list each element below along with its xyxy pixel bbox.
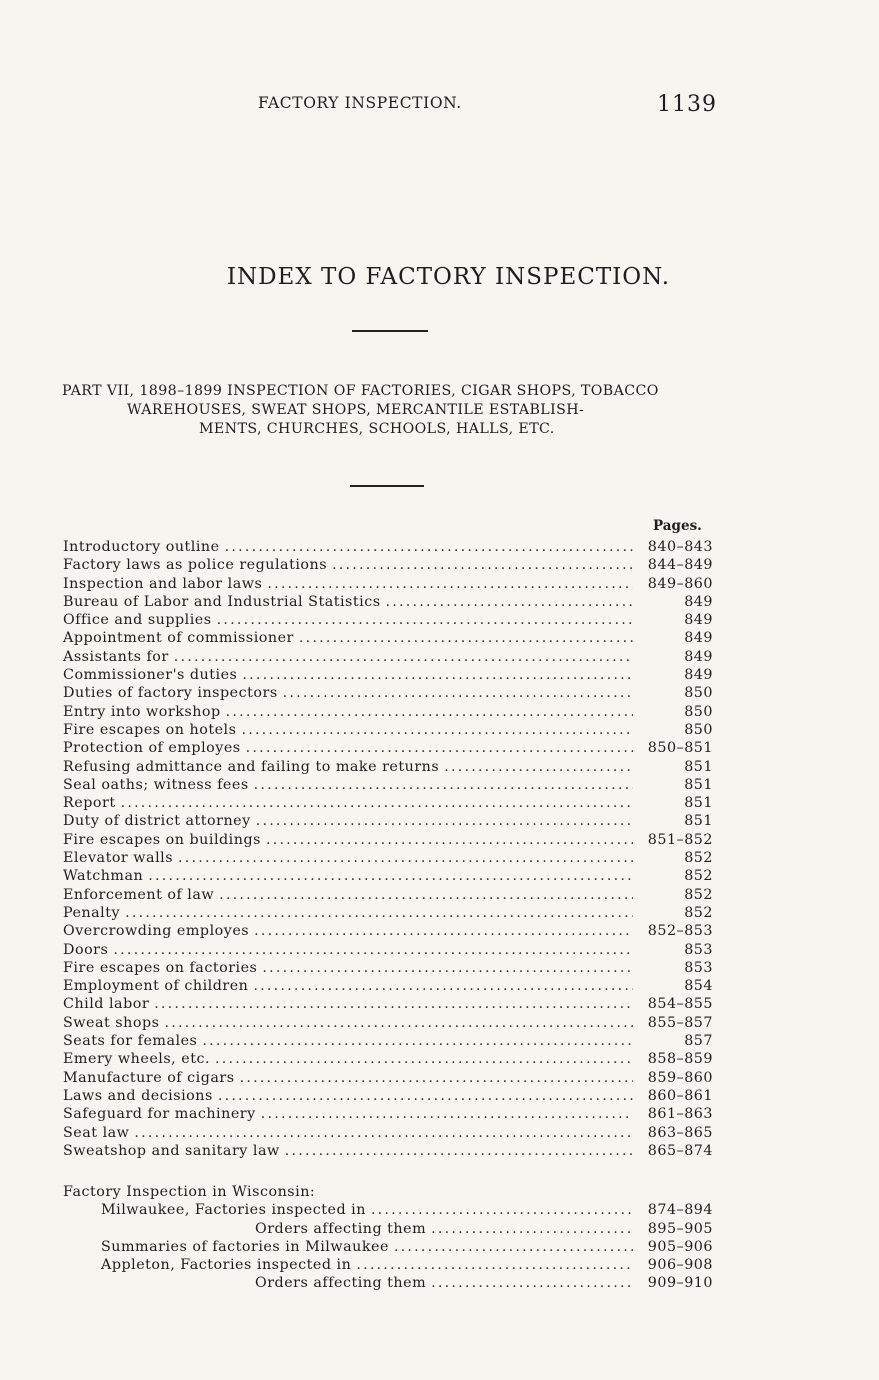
dot-leader: [218, 1087, 633, 1105]
entry-pages: 849: [684, 667, 713, 684]
entry-title: Milwaukee, Factories inspected in: [101, 1202, 366, 1219]
entry-title: Duties of factory inspectors: [63, 685, 278, 702]
entry-title: Appointment of commissioner: [63, 630, 294, 647]
divider-rule: [352, 330, 428, 332]
entry-title: Seal oaths; witness fees: [63, 776, 249, 793]
dot-leader: [125, 904, 633, 922]
index-entries: [63, 538, 713, 1160]
entry-pages: 849–860: [647, 575, 713, 592]
index-entry: [63, 721, 713, 739]
dot-leader: [241, 721, 633, 739]
dot-leader: [174, 648, 633, 666]
entry-title: Penalty: [63, 904, 121, 921]
entry-pages: 854–855: [647, 996, 713, 1013]
index-entry: [63, 684, 713, 702]
entry-title: Seats for females: [63, 1033, 198, 1050]
entry-pages: 851–852: [647, 831, 713, 848]
running-head-title: FACTORY INSPECTION.: [258, 94, 462, 112]
dot-leader: [444, 758, 633, 776]
entry-pages: 859–860: [647, 1069, 713, 1086]
entry-title: Entry into workshop: [63, 703, 221, 720]
index-entry: [63, 941, 713, 959]
index-entry: [63, 758, 713, 776]
index-entry: [63, 776, 713, 794]
dot-leader: [113, 941, 633, 959]
entry-pages: 854: [684, 978, 713, 995]
entry-pages: 863–865: [647, 1124, 713, 1141]
entry-title: Summaries of factories in Milwaukee: [101, 1238, 389, 1255]
wisconsin-section: [63, 1183, 713, 1293]
index-entry: [63, 831, 713, 849]
entry-title: Commissioner's duties: [63, 667, 238, 684]
dot-leader: [431, 1274, 633, 1292]
entry-pages: 852: [684, 868, 713, 885]
entry-pages: 851: [684, 813, 713, 830]
entry-pages: 895–905: [647, 1220, 713, 1237]
entry-pages: 852: [684, 850, 713, 867]
dot-leader: [256, 812, 633, 830]
entry-pages: 906–908: [647, 1257, 713, 1274]
index-title: INDEX TO FACTORY INSPECTION.: [226, 264, 671, 290]
index-entry: [63, 629, 713, 647]
entry-title: Sweatshop and sanitary law: [63, 1142, 280, 1159]
index-entry: [63, 794, 713, 812]
entry-title: Employment of children: [63, 978, 249, 995]
index-entry: [63, 1256, 713, 1274]
dot-leader: [394, 1238, 633, 1256]
entry-pages: 849: [684, 612, 713, 629]
dot-leader: [154, 995, 633, 1013]
entry-title: Fire escapes on hotels: [63, 721, 237, 738]
divider-rule: [350, 485, 424, 487]
entry-pages: 860–861: [647, 1087, 713, 1104]
entry-title: Safeguard for machinery: [63, 1106, 256, 1123]
dot-leader: [121, 794, 633, 812]
index-entry: [63, 886, 713, 904]
entry-title: Assistants for: [63, 648, 169, 665]
dot-leader: [240, 1069, 633, 1087]
entry-pages: 858–859: [647, 1051, 713, 1068]
dot-leader: [254, 922, 633, 940]
index-entry: [63, 1201, 713, 1219]
dot-leader: [332, 556, 633, 574]
entry-title: Child labor: [63, 996, 150, 1013]
entry-pages: 905–906: [647, 1238, 713, 1255]
entry-title: Laws and decisions: [63, 1087, 213, 1104]
entry-pages: 850: [684, 721, 713, 738]
dot-leader: [226, 703, 633, 721]
entry-title: Appleton, Factories inspected in: [101, 1257, 352, 1274]
wisconsin-heading: Factory Inspection in Wisconsin:: [63, 1184, 316, 1200]
index-entry: [63, 1105, 713, 1123]
dot-leader: [299, 629, 633, 647]
dot-leader: [262, 959, 633, 977]
dot-leader: [217, 611, 633, 629]
part-heading-line: MENTS, CHURCHES, SCHOOLS, HALLS, ETC.: [199, 421, 555, 437]
index-entry: [63, 1238, 713, 1256]
dot-leader: [371, 1201, 633, 1219]
dot-leader: [134, 1124, 633, 1142]
entry-pages: 853: [684, 959, 713, 976]
index-entry: [63, 648, 713, 666]
dot-leader: [285, 1142, 633, 1160]
dot-leader: [215, 1050, 633, 1068]
entry-pages: 850–851: [647, 740, 713, 757]
dot-leader: [202, 1032, 633, 1050]
entry-title: Sweat shops: [63, 1014, 160, 1031]
index-entry: [63, 1087, 713, 1105]
index-entry: [63, 666, 713, 684]
entry-pages: 861–863: [647, 1106, 713, 1123]
entry-title: Manufacture of cigars: [63, 1069, 235, 1086]
entry-pages: 850: [684, 703, 713, 720]
entry-title: Introductory outline: [63, 539, 220, 555]
index-entry: [63, 959, 713, 977]
index-entry: [63, 1032, 713, 1050]
entry-title: Elevator walls: [63, 850, 174, 867]
index-entry: [63, 977, 713, 995]
entry-pages: 851: [684, 776, 713, 793]
index-entry: [63, 739, 713, 757]
dot-leader: [148, 867, 633, 885]
entry-title: Report: [63, 795, 116, 812]
entry-title: Fire escapes on buildings: [63, 831, 261, 848]
entry-title: Protection of employes: [63, 740, 241, 757]
dot-leader: [246, 739, 633, 757]
entry-title: Watchman: [63, 868, 144, 885]
entry-pages: 849: [684, 593, 713, 610]
dot-leader: [283, 684, 633, 702]
entry-pages: 852: [684, 886, 713, 903]
dot-leader: [242, 666, 633, 684]
index-entry: [63, 1220, 713, 1238]
index-entry: [63, 703, 713, 721]
entry-pages: 851: [684, 758, 713, 775]
entry-pages: 844–849: [647, 557, 713, 574]
part-heading-line: WAREHOUSES, SWEAT SHOPS, MERCANTILE ESTABLISH-: [127, 402, 585, 418]
entry-title: Orders affecting them: [255, 1275, 427, 1292]
entry-title: Emery wheels, etc.: [63, 1051, 211, 1068]
entry-title: Doors: [63, 941, 109, 958]
index-entry: [63, 1142, 713, 1160]
dot-leader: [164, 1014, 633, 1032]
entry-title: Enforcement of law: [63, 886, 215, 903]
index-entry: [63, 812, 713, 830]
entry-title: Office and supplies: [63, 612, 212, 629]
entry-title: Overcrowding employes: [63, 923, 250, 940]
dot-leader: [356, 1256, 633, 1274]
index-entry: [63, 849, 713, 867]
index-entry: [63, 867, 713, 885]
dot-leader: [386, 593, 633, 611]
dot-leader: [178, 849, 633, 867]
entry-pages: 853: [684, 941, 713, 958]
entry-pages: 909–910: [647, 1275, 713, 1292]
part-heading-line: PART VII, 1898–1899 INSPECTION OF FACTORIES, CIGAR SHOPS, TOBACCO: [62, 383, 659, 399]
entry-title: Duty of district attorney: [63, 813, 251, 830]
dot-leader: [253, 977, 633, 995]
dot-leader: [219, 886, 633, 904]
index-entry: [63, 1274, 713, 1292]
part-heading: [62, 382, 722, 439]
entry-pages: 849: [684, 648, 713, 665]
dot-leader: [267, 575, 633, 593]
dot-leader: [254, 776, 633, 794]
dot-leader: [225, 538, 633, 556]
entry-pages: 855–857: [647, 1014, 713, 1031]
entry-pages: 850: [684, 685, 713, 702]
index-entry: [63, 538, 713, 556]
entry-pages: 857: [684, 1033, 713, 1050]
entry-pages: 851: [684, 795, 713, 812]
entry-pages: 874–894: [647, 1202, 713, 1219]
entry-title: Orders affecting them: [255, 1220, 427, 1237]
dot-leader: [266, 831, 633, 849]
entry-title: Fire escapes on factories: [63, 959, 258, 976]
index-entry: [63, 995, 713, 1013]
entry-pages: 840–843: [647, 539, 713, 555]
entry-pages: 865–874: [647, 1142, 713, 1159]
entry-title: Inspection and labor laws: [63, 575, 263, 592]
index-entry: [63, 1069, 713, 1087]
entry-pages: 849: [684, 630, 713, 647]
entry-title: Bureau of Labor and Industrial Statistics: [63, 593, 381, 610]
index-entry: [63, 922, 713, 940]
page-number: 1139: [657, 92, 717, 117]
dot-leader: [261, 1105, 633, 1123]
pages-column-header: Pages.: [653, 518, 702, 534]
index-entry: [63, 575, 713, 593]
entry-title: Seat law: [63, 1124, 130, 1141]
index-entry: [63, 593, 713, 611]
index-entry: [63, 1050, 713, 1068]
index-entry: [63, 1014, 713, 1032]
dot-leader: [431, 1220, 633, 1238]
entry-title: Refusing admittance and failing to make returns: [63, 758, 440, 775]
index-entry: [63, 611, 713, 629]
entry-title: Factory laws as police regulations: [63, 557, 328, 574]
index-entry: [63, 1124, 713, 1142]
entry-pages: 852: [684, 904, 713, 921]
index-entry: [63, 556, 713, 574]
index-entry: [63, 904, 713, 922]
entry-pages: 852–853: [647, 923, 713, 940]
